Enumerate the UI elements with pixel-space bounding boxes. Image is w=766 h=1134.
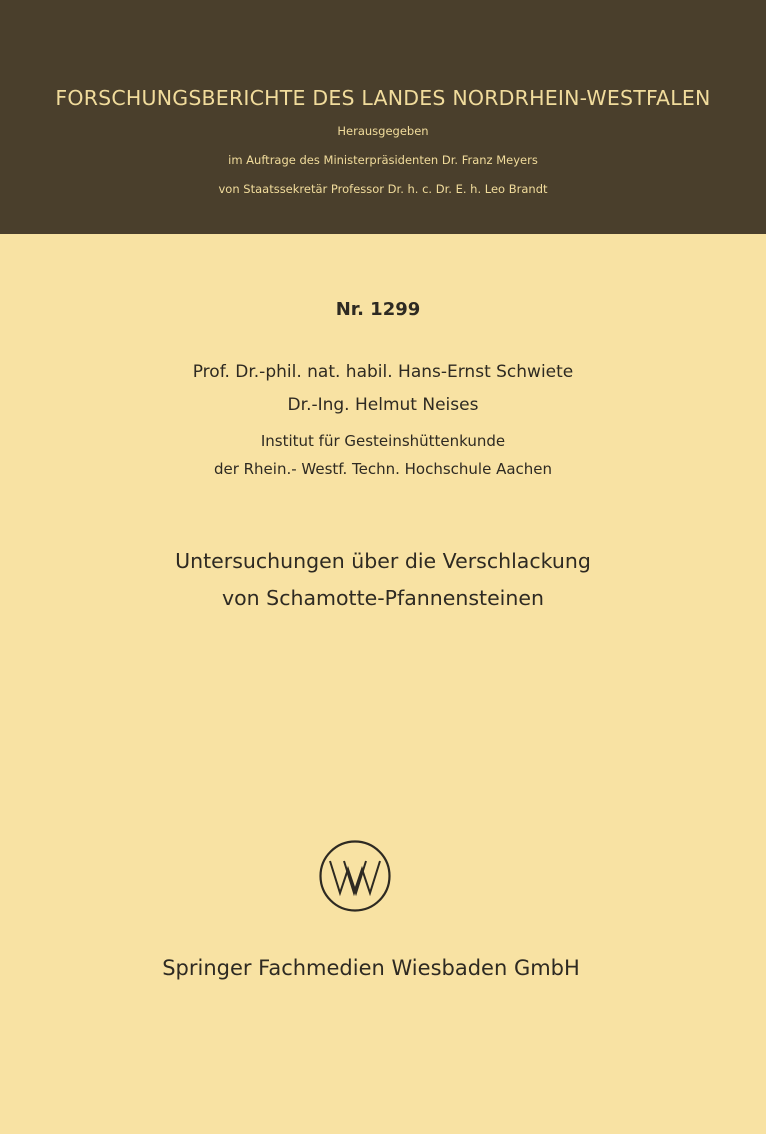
series-title: FORSCHUNGSBERICHTE DES LANDES NORDRHEIN-WESTFALEN bbox=[55, 86, 711, 110]
institute-line-2: der Rhein.- Westf. Techn. Hochschule Aachen bbox=[213, 460, 553, 478]
institute-line-1: Institut für Gesteinshüttenkunde bbox=[260, 432, 506, 450]
publisher-name: Springer Fachmedien Wiesbaden GmbH bbox=[162, 956, 580, 980]
report-number: Nr. 1299 bbox=[335, 299, 421, 320]
author-secondary: Dr.-Ing. Helmut Neises bbox=[287, 395, 479, 415]
header-editor-line: von Staatssekretär Professor Dr. h. c. Dr. E. h. Leo Brandt bbox=[218, 182, 548, 196]
header-band bbox=[0, 0, 766, 234]
header-editor-label: Herausgegeben bbox=[337, 124, 429, 138]
ww-publisher-logo-icon bbox=[318, 839, 392, 913]
book-title-line-1: Untersuchungen über die Verschlackung bbox=[175, 549, 591, 573]
header-commission-line: im Auftrage des Ministerpräsidenten Dr. Franz Meyers bbox=[228, 153, 538, 167]
author-primary: Prof. Dr.-phil. nat. habil. Hans-Ernst Schwiete bbox=[192, 362, 574, 382]
book-title-line-2: von Schamotte-Pfannensteinen bbox=[222, 586, 544, 610]
